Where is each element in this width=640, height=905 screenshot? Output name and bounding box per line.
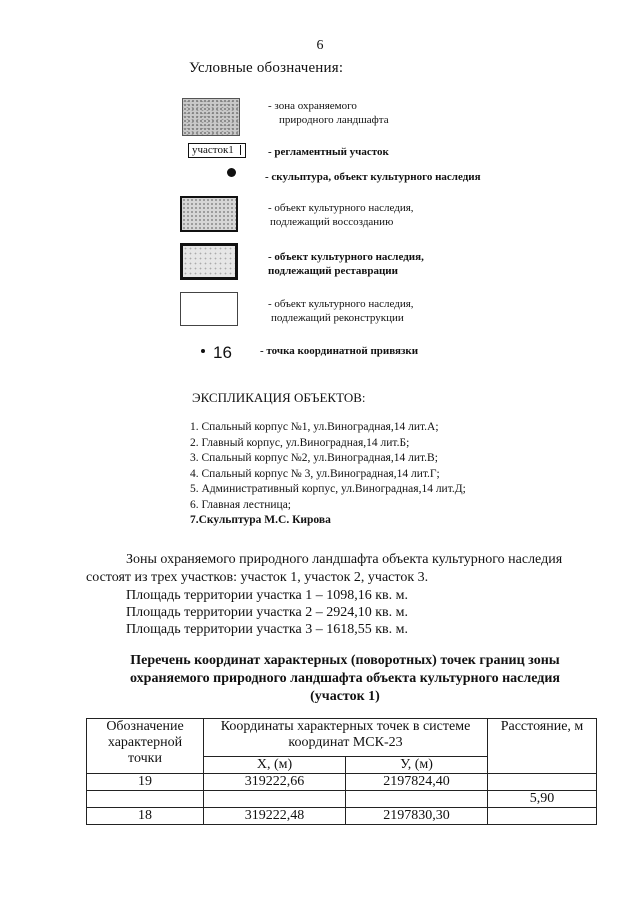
explication-item: 2. Главный корпус, ул.Виноградная,14 лит.Б;: [190, 436, 410, 449]
legend-item-reference-point: - точка координатной привязки: [260, 345, 419, 357]
cell-x: 319222,48: [204, 808, 346, 825]
legend-item-restore: [268, 250, 424, 278]
header-x: X, (м): [204, 757, 346, 774]
table-title-line3: (участок 1): [310, 689, 380, 704]
legend-heading: Условные обозначения:: [189, 60, 344, 76]
header-distance: Расстояние, м: [488, 719, 597, 774]
cell-y: [346, 791, 488, 808]
zones-description-line2: состоят из трех участков: участок 1, участок 2, участок 3.: [86, 570, 429, 585]
legend-item-zone: [268, 99, 389, 127]
recreation-object-swatch: [180, 196, 238, 232]
cell-point: 19: [87, 774, 204, 791]
table-row: [87, 791, 597, 808]
legend-item-reconstruct-line2: подлежащий реконструкции: [271, 312, 404, 324]
sculpture-dot-icon: [227, 168, 236, 177]
legend-item-zone-line2: природного ландшафта: [279, 114, 389, 126]
table-title-line1: Перечень координат характерных (поворотных) точек границ зоны: [130, 653, 560, 668]
cell-y: 2197824,40: [346, 774, 488, 791]
header-y: У, (м): [346, 757, 488, 774]
cell-distance: [488, 774, 597, 791]
cell-point: [87, 791, 204, 808]
reconstruction-object-swatch: [180, 292, 238, 326]
coordinates-table: [86, 718, 597, 825]
area-plot-2: Площадь территории участка 2 – 2924,10 кв. м.: [126, 605, 409, 620]
header-coordinates: Координаты характерных точек в системе координат МСК-23: [204, 719, 488, 757]
explication-list: [190, 420, 466, 529]
cell-x: [204, 791, 346, 808]
table-row: [87, 774, 597, 791]
legend-item-sculpture: - скульптура, объект культурного наследия: [265, 171, 481, 183]
cell-point: 18: [87, 808, 204, 825]
reference-point-number: 16: [213, 343, 232, 362]
legend-item-reconstruct-line1: - объект культурного наследия,: [268, 298, 414, 310]
zones-description-line1: Зоны охраняемого природного ландшафта объекта культурного наследия: [126, 552, 563, 567]
legend-item-restore-line2: подлежащий реставрации: [268, 265, 398, 277]
cell-x: 319222,66: [204, 774, 346, 791]
explication-heading: ЭКСПЛИКАЦИЯ ОБЪЕКТОВ:: [192, 390, 366, 405]
header-point: Обозначение характерной точки: [87, 719, 204, 774]
cell-distance: [488, 808, 597, 825]
cell-distance: 5,90: [488, 791, 597, 808]
legend-item-zone-line1: - зона охраняемого: [268, 100, 357, 112]
legend-item-reconstruct: [268, 297, 414, 325]
legend-item-plot: - регламентный участок: [268, 146, 389, 158]
cell-y: 2197830,30: [346, 808, 488, 825]
explication-item: 3. Спальный корпус №2, ул.Виноградная,14 лит.В;: [190, 452, 438, 464]
legend-item-restore-line1: - объект культурного наследия,: [268, 251, 424, 263]
table-title-line2: охраняемого природного ландшафта объекта культурного наследия: [130, 671, 560, 686]
explication-item: 1. Спальный корпус №1, ул.Виноградная,14 лит.А;: [190, 421, 439, 433]
legend-item-recreate: [268, 201, 414, 229]
restoration-object-swatch: [180, 243, 238, 280]
explication-item: 6. Главная лестница;: [190, 498, 292, 511]
reference-point-icon: [201, 349, 205, 353]
table-title: [100, 652, 590, 706]
explication-item: 5. Административный корпус, ул.Виноградная,14 лит.Д;: [190, 483, 466, 495]
explication-item: 7.Скульптура М.С. Кирова: [190, 514, 331, 526]
legend-item-recreate-line1: - объект культурного наследия,: [268, 202, 414, 214]
protected-landscape-swatch: [182, 98, 240, 136]
explication-item: 4. Спальный корпус № 3, ул.Виноградная,14 лит.Г;: [190, 467, 440, 480]
area-plot-3: Площадь территории участка 3 – 1618,55 кв. м.: [126, 622, 409, 637]
table-row: [87, 808, 597, 825]
regulated-plot-swatch: участок1: [188, 143, 246, 158]
page-number: 6: [316, 38, 324, 53]
area-plot-1: Площадь территории участка 1 – 1098,16 кв. м.: [126, 588, 409, 603]
legend-item-recreate-line2: подлежащий воссозданию: [270, 216, 394, 228]
